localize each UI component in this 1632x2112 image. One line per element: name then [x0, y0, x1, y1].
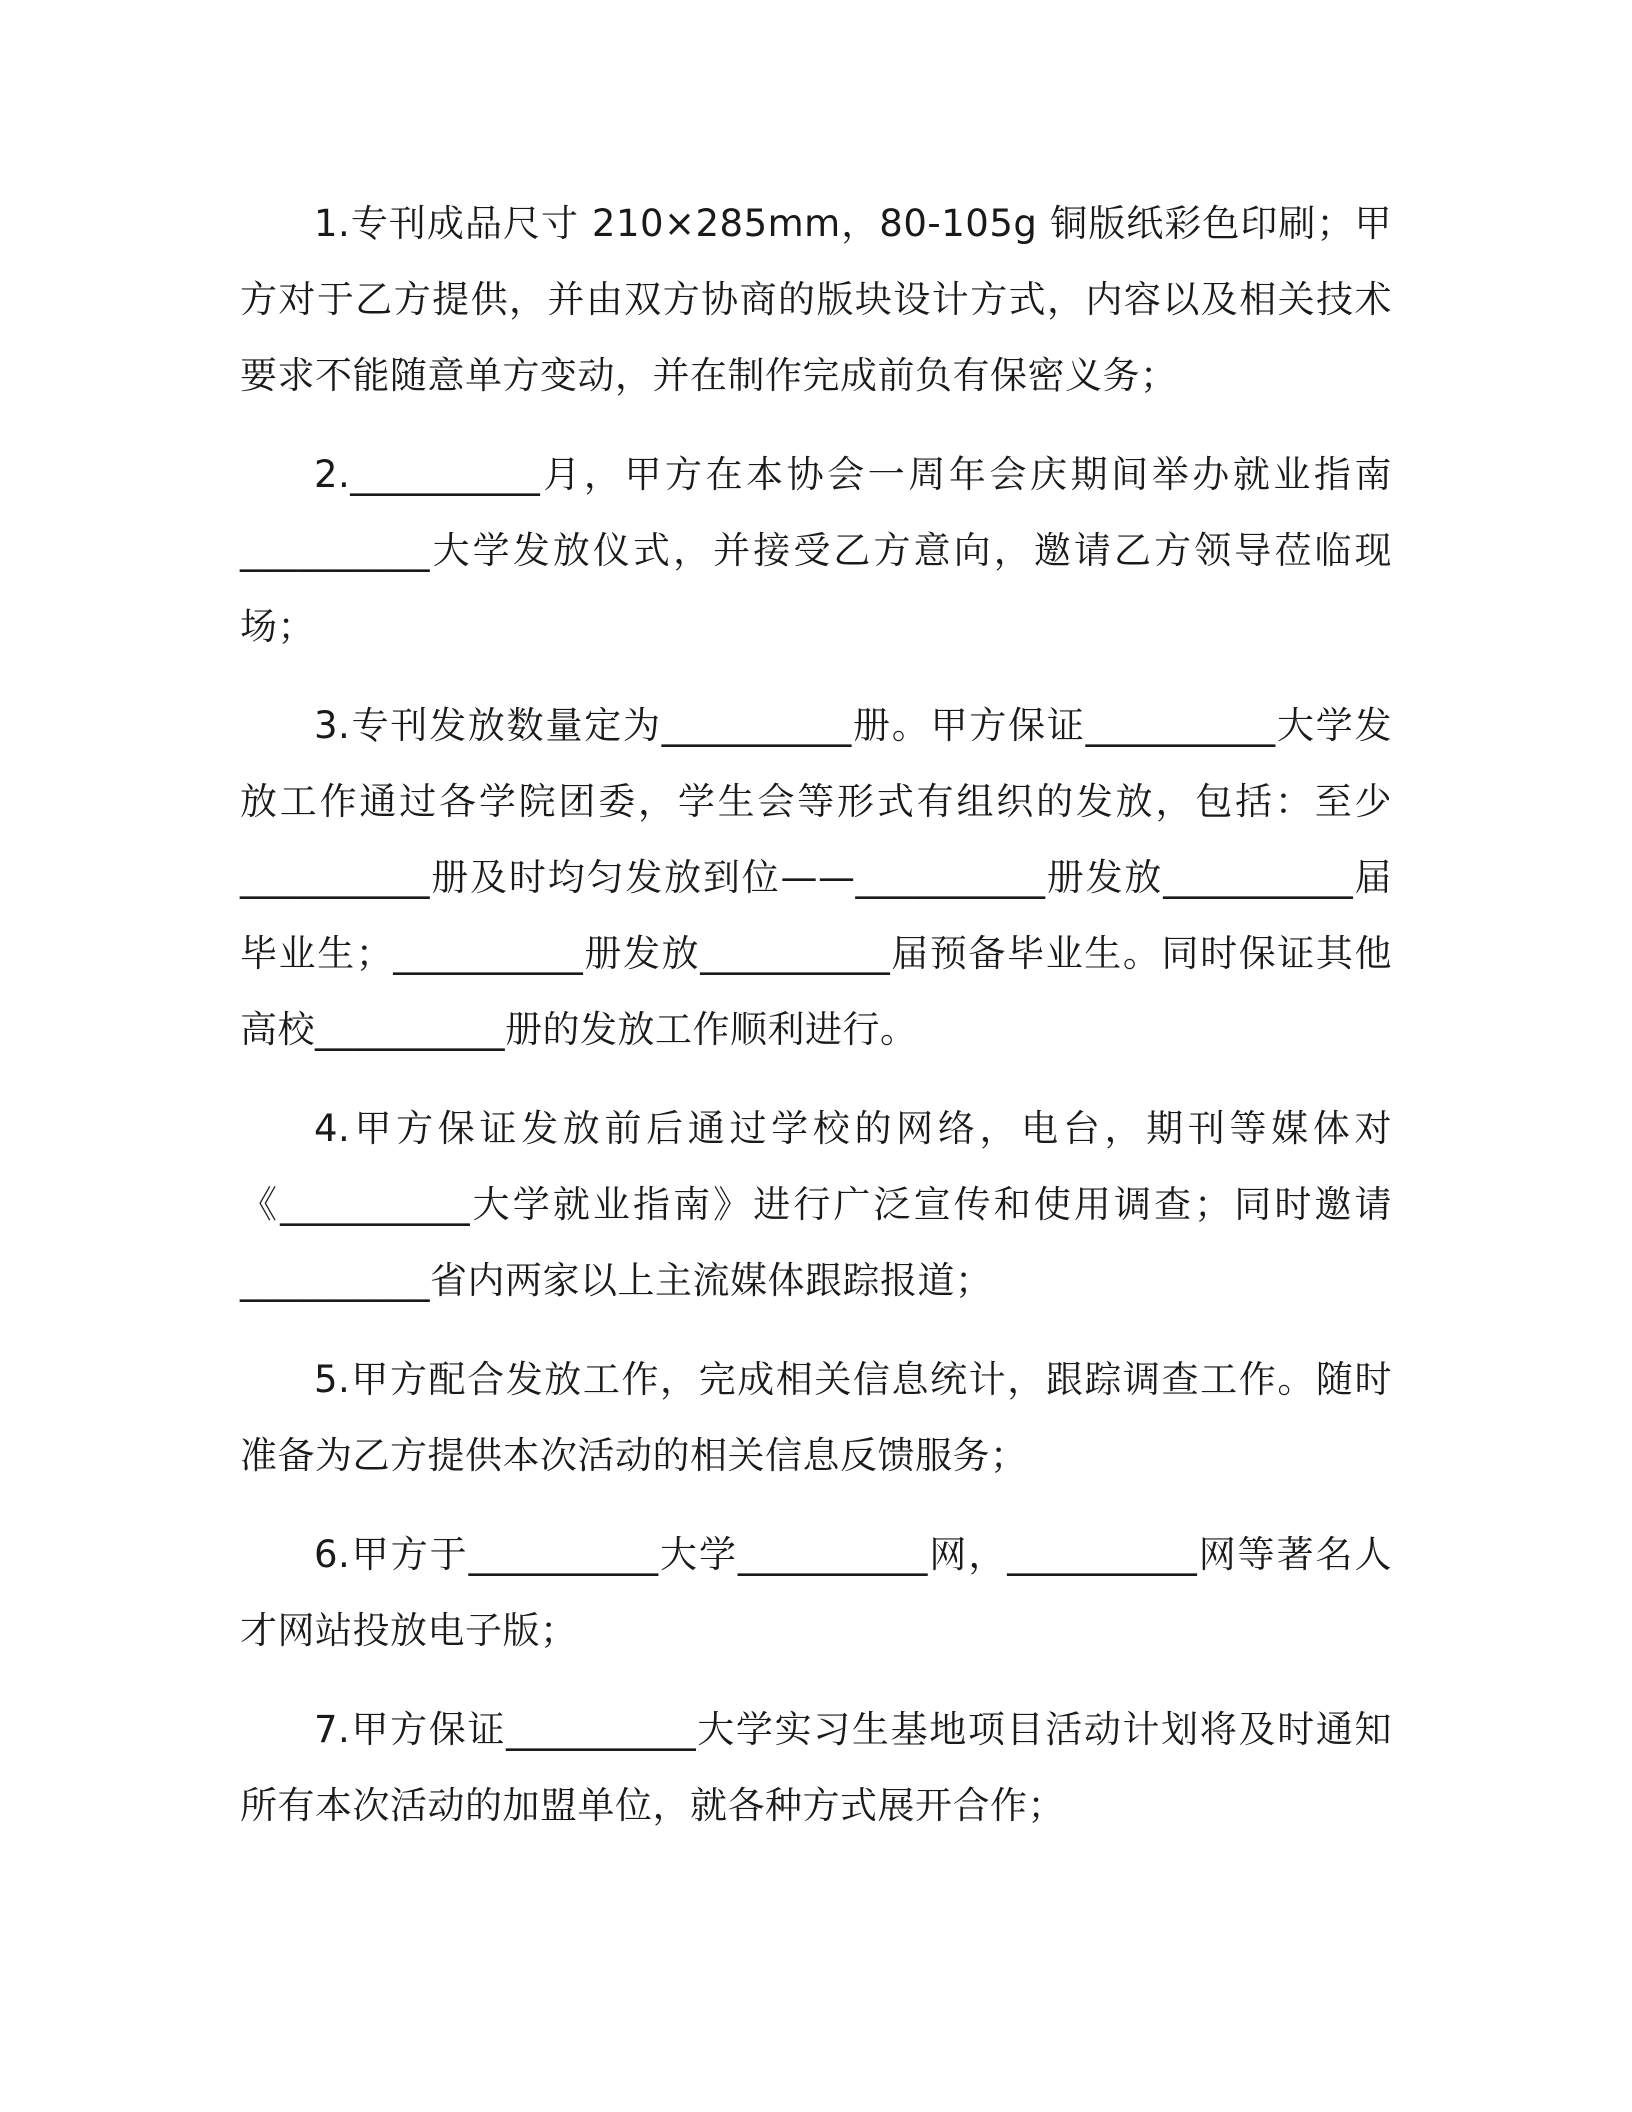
clause-6: 6.甲方于__________大学__________网，__________网等著名人才网站投放电子版； — [240, 1533, 1392, 1652]
clause-7: 7.甲方保证__________大学实习生基地项目活动计划将及时通知所有本次活动的加盟单位，就各种方式展开合作； — [240, 1708, 1392, 1827]
clause-4: 4.甲方保证发放前后通过学校的网络，电台，期刊等媒体对《__________大学就业指南》进行广泛宣传和使用调查；同时邀请__________省内两家以上主流媒体跟踪报道； — [240, 1107, 1392, 1302]
clause-2: 2.__________月，甲方在本协会一周年会庆期间举办就业指南__________大学发放仪式，并接受乙方意向，邀请乙方领导莅临现场； — [240, 453, 1392, 648]
clause-3: 3.专刊发放数量定为__________册。甲方保证__________大学发放工作通过各学院团委，学生会等形式有组织的发放，包括：至少__________册及时均匀发放到位——__________册发放__________届毕业生；__________册发放__________届预备毕业生。同时保证其他高校__________册的发放工作顺利进行。 — [240, 704, 1392, 1051]
clause-5: 5.甲方配合发放工作，完成相关信息统计，跟踪调查工作。随时准备为乙方提供本次活动的相关信息反馈服务； — [240, 1358, 1392, 1477]
clause-1: 1.专刊成品尺寸 210×285mm，80-105g 铜版纸彩色印刷；甲方对于乙方提供，并由双方协商的版块设计方式，内容以及相关技术要求不能随意单方变动，并在制作完成前负有保密义务； — [240, 202, 1392, 397]
document-body — [240, 186, 1392, 1867]
